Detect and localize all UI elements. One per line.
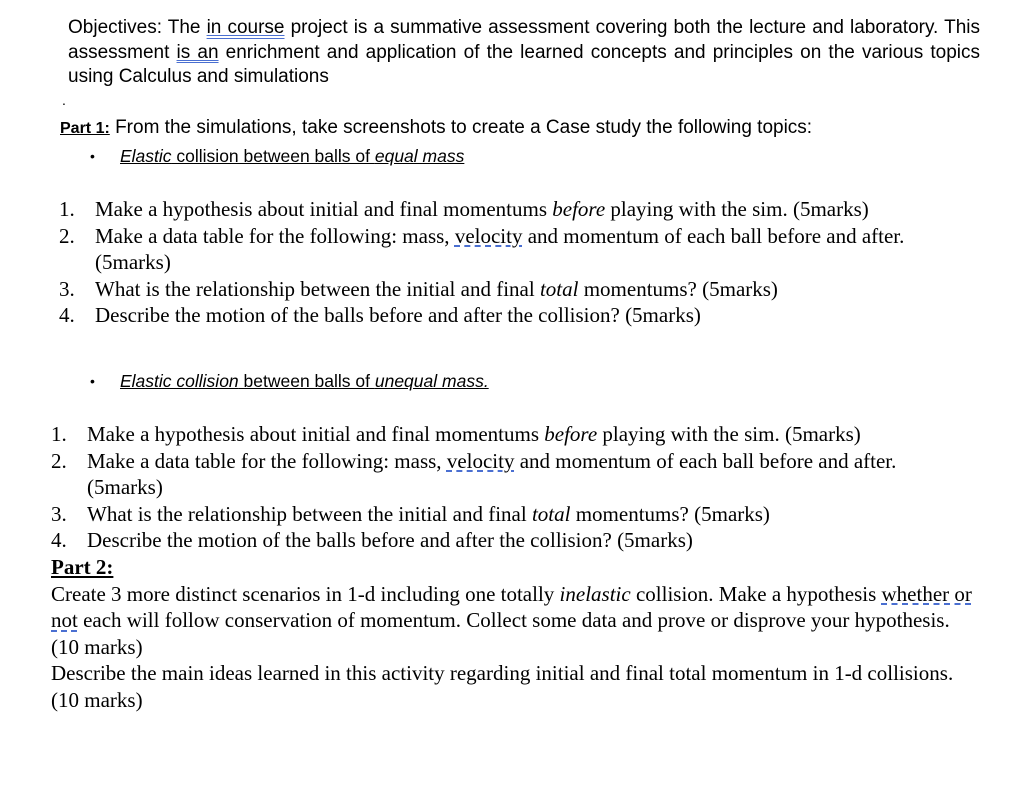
objectives-paragraph [68, 16, 980, 90]
list-item: 3. What is the relationship between the initial and final total momentums? (5marks) [51, 501, 770, 526]
list-item: 4. Describe the motion of the balls before and after the collision? (5marks) [51, 528, 693, 552]
list-item: 3. What is the relationship between the initial and final total momentums? (5marks) [59, 276, 778, 301]
objectives-in-course: in course [206, 17, 285, 38]
list-item: 1. Make a hypothesis about initial and final momentums before playing with the sim. (5marks) [59, 197, 869, 221]
case-unequal-heading [90, 370, 489, 392]
part1-heading [60, 116, 812, 141]
stray-dot: . [62, 92, 66, 108]
case-unequal-list [51, 421, 951, 554]
case-unequal-rest: between balls of [238, 371, 375, 391]
part2-section [51, 554, 981, 713]
case-equal-word1: Elastic [120, 146, 172, 166]
case-equal-emph: equal mass [374, 146, 465, 166]
part1-text: From the simulations, take screenshots to create a Case study the following topics: [109, 117, 813, 138]
list-item: 1. Make a hypothesis about initial and final momentums before playing with the sim. (5marks) [51, 422, 861, 446]
case-equal-rest: collision between balls of [171, 146, 375, 166]
case-equal-list [59, 196, 959, 329]
objectives-is-an: is an [176, 41, 219, 63]
case-unequal-word1: Elastic collision [120, 371, 239, 391]
case-equal-heading [90, 145, 465, 167]
objectives-mid1: project is a summative assessment covering both the lecture and laboratory. This assessment [68, 17, 980, 63]
case-unequal-emph: unequal mass. [374, 371, 489, 391]
bullet-icon: • [90, 373, 95, 389]
part2-paragraph-1: Create 3 more distinct scenarios in 1-d including one totally inelastic collision. Make a hypothesis whether or not each will follow conservation of momentum. Collect some data and prove or disprove your hypothesis. (10 marks) [51, 581, 972, 659]
part2-paragraph-2: Describe the main ideas learned in this activity regarding initial and final total momentum in 1-d collisions. (10 marks) [51, 661, 954, 712]
list-item: 2. Make a data table for the following: mass, velocity and momentum of each ball before and after. (5marks) [59, 223, 905, 274]
bullet-icon: • [90, 148, 95, 164]
list-item: 4. Describe the motion of the balls before and after the collision? (5marks) [59, 303, 701, 327]
part1-label: Part 1: [60, 120, 110, 137]
list-item: 2. Make a data table for the following: mass, velocity and momentum of each ball before and after. (5marks) [51, 448, 897, 499]
objectives-mid2: enrichment and application of the learned concepts and principles on the various topics using Calculus and simulations [68, 41, 981, 87]
part2-label: Part 2: [51, 555, 114, 579]
objectives-lead: Objectives: The [68, 17, 207, 38]
